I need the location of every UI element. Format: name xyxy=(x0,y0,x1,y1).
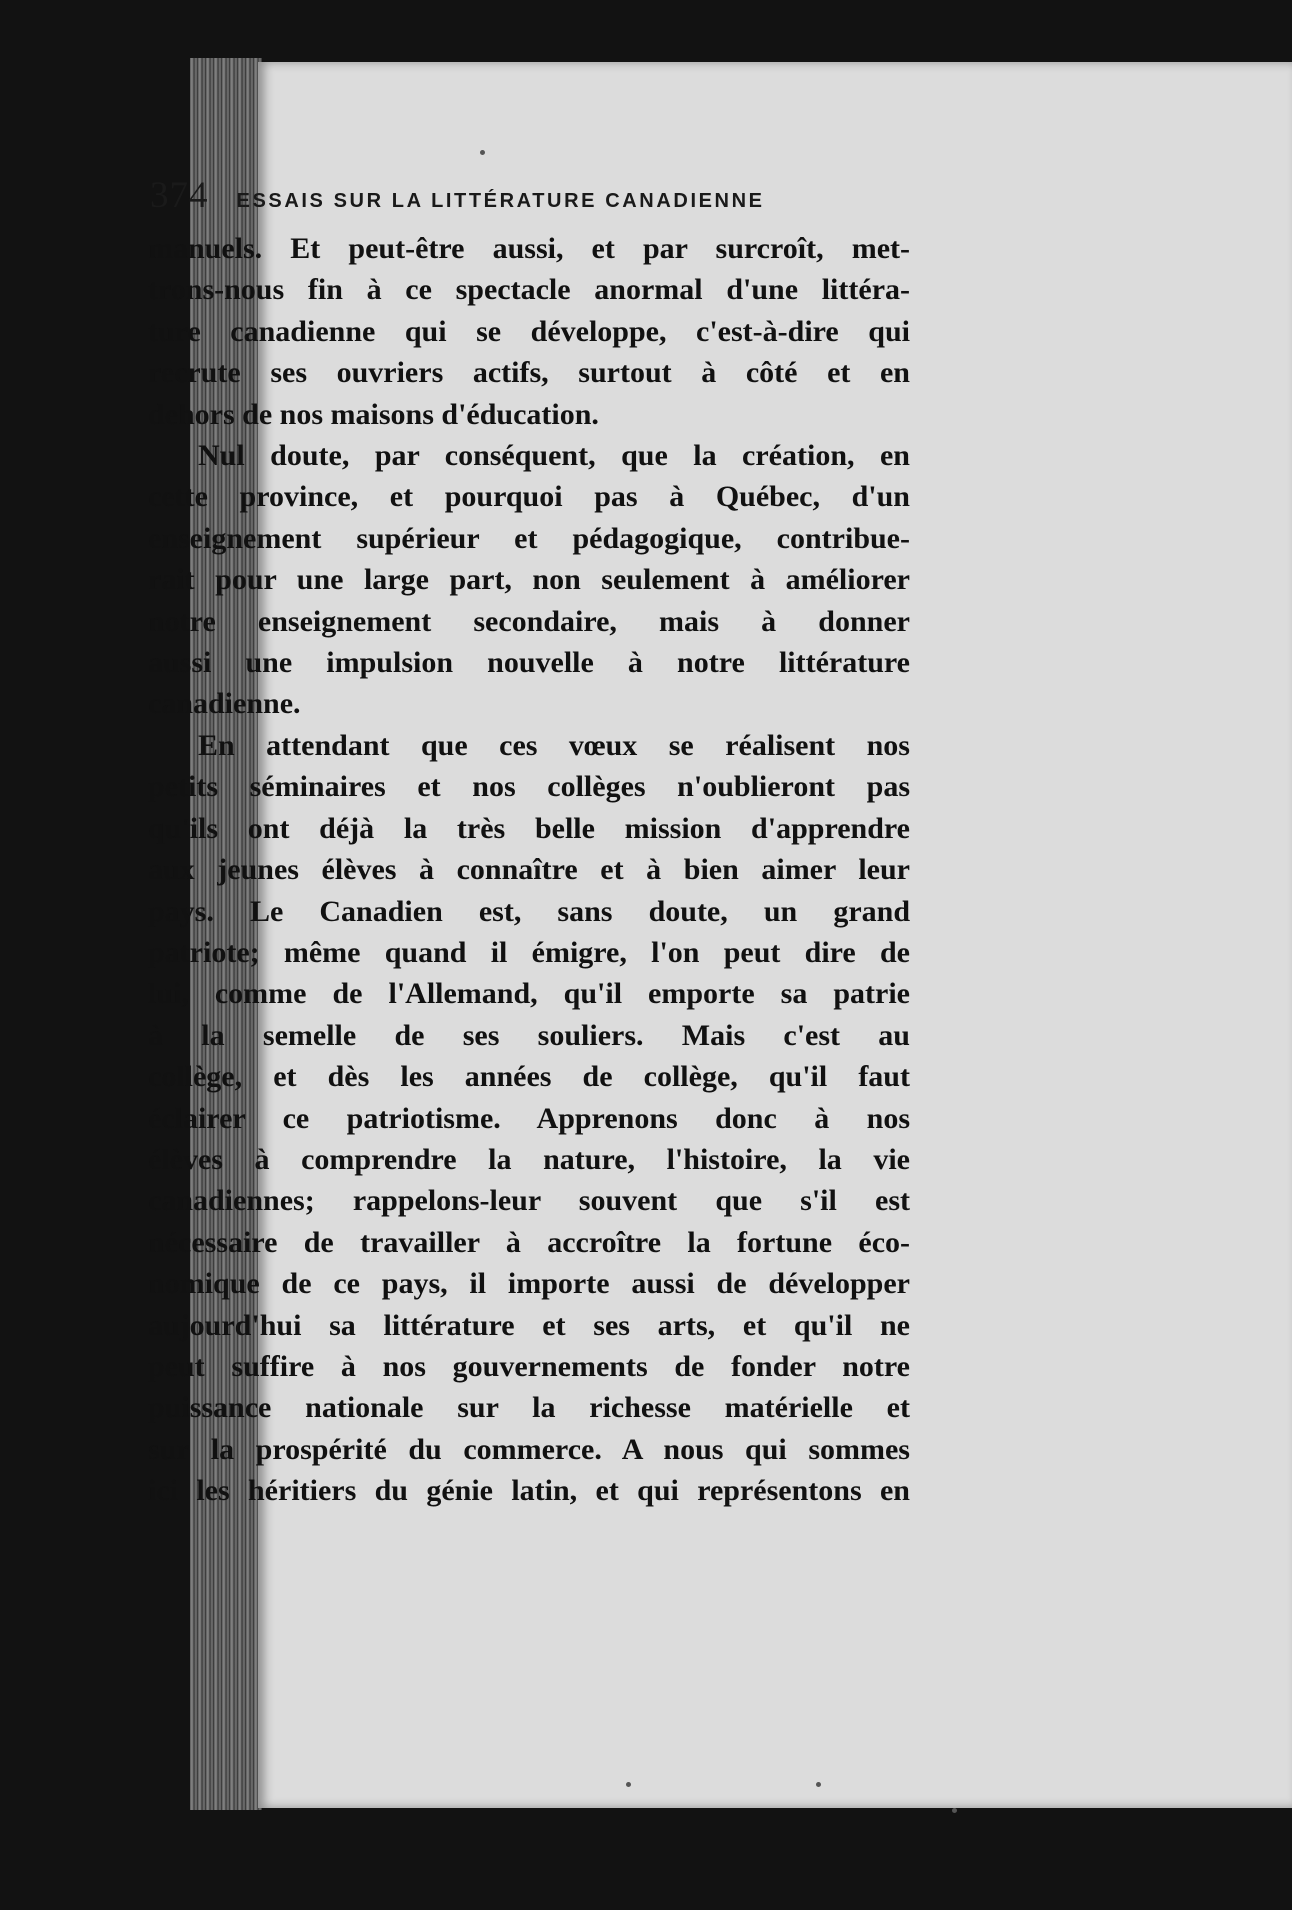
text-line: canadiennes; rappelons-leur souvent que s'il est xyxy=(148,1184,910,1218)
text-line: enseignement supérieur et pédagogique, contribue- xyxy=(148,521,910,555)
text-line: canadienne. xyxy=(148,687,301,721)
text-line: qu'ils ont déjà la très belle mission d'apprendre xyxy=(148,811,910,845)
running-title: ESSAIS SUR LA LITTÉRATURE CANADIENNE xyxy=(236,190,765,212)
text-line: cette province, et pourquoi pas à Québec, d'un xyxy=(148,480,910,514)
text-line: peut suffire à nos gouvernements de fonder notre xyxy=(148,1349,910,1383)
paragraph xyxy=(148,725,910,1512)
text-line: pays. Le Canadien est, sans doute, un grand xyxy=(148,894,910,928)
speck-mark xyxy=(952,1808,957,1813)
page-header xyxy=(150,174,910,224)
text-line: dehors de nos maisons d'éducation. xyxy=(148,397,599,431)
text-line: lui, comme de l'Allemand, qu'il emporte sa patrie xyxy=(148,977,910,1011)
text-line: ici les héritiers du génie latin, et qui représentons en xyxy=(148,1474,910,1508)
text-line: éclairer ce patriotisme. Apprenons donc à nos xyxy=(148,1101,910,1135)
text-line: nécessaire de travailler à accroître la fortune éco- xyxy=(148,1225,910,1259)
text-line: à la semelle de ses souliers. Mais c'est au xyxy=(148,1018,910,1052)
text-line: manuels. Et peut-être aussi, et par surcroît, met- xyxy=(148,232,910,265)
text-line: aux jeunes élèves à connaître et à bien aimer leur xyxy=(148,853,910,887)
paragraph xyxy=(148,228,910,435)
text-line: petits séminaires et nos collèges n'oublieront pas xyxy=(148,770,910,804)
speck-mark xyxy=(816,1782,821,1787)
text-line: patriote; même quand il émigre, l'on peut dire de xyxy=(148,935,910,969)
text-line: En attendant que ces vœux se réalisent nos xyxy=(198,728,910,762)
text-line: rait pour une large part, non seulement à améliorer xyxy=(148,563,910,597)
page-number: 374 xyxy=(150,175,209,216)
speck-mark xyxy=(626,1782,631,1787)
text-line: notre enseignement secondaire, mais à donner xyxy=(148,604,910,638)
speck-mark xyxy=(480,150,485,155)
body-text xyxy=(148,228,910,1512)
text-line: aujourd'hui sa littérature et ses arts, et qu'il ne xyxy=(148,1308,910,1342)
text-line: puissance nationale sur la richesse matérielle et xyxy=(148,1391,910,1425)
text-line: sur la prospérité du commerce. A nous qui sommes xyxy=(148,1432,910,1466)
text-line: trons-nous fin à ce spectacle anormal d'une littéra- xyxy=(148,273,910,307)
text-line: élèves à comprendre la nature, l'histoire, la vie xyxy=(148,1142,910,1176)
text-line: Nul doute, par conséquent, que la création, en xyxy=(198,439,910,473)
text-line: nomique de ce pays, il importe aussi de développer xyxy=(148,1267,910,1301)
text-line: ture canadienne qui se développe, c'est-à-dire qui xyxy=(148,314,910,348)
text-line: aussi une impulsion nouvelle à notre littérature xyxy=(148,646,910,680)
paragraph xyxy=(148,435,910,725)
text-line: collège, et dès les années de collège, qu'il faut xyxy=(148,1060,910,1094)
text-line: recrute ses ouvriers actifs, surtout à côté et en xyxy=(148,356,910,390)
